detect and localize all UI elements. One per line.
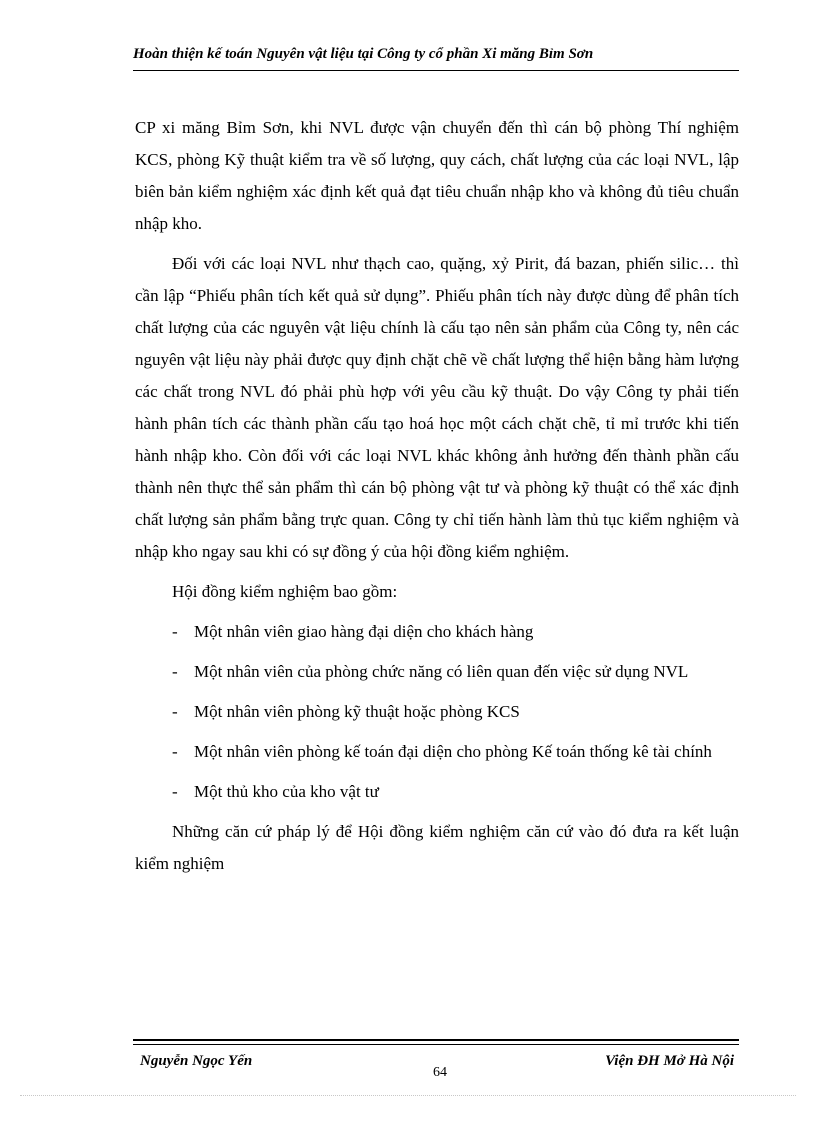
footer-divider-thin xyxy=(133,1044,739,1045)
list-item-text: Một nhân viên phòng kỹ thuật hoặc phòng KCS xyxy=(194,702,520,721)
list-bullet: - xyxy=(172,782,178,801)
list-bullet: - xyxy=(172,622,178,641)
paragraph-continuation: CP xi măng Bỉm Sơn, khi NVL được vận chuyển đến thì cán bộ phòng Thí nghiệm KCS, phòng Kỹ thuật kiểm tra về số lượng, quy cách, chất lượng của các loại NVL, lập biên bản kiểm nghiệm xác định kết quả đạt tiêu chuẩn nhập kho và không đủ tiêu chuẩn nhập kho. xyxy=(135,118,739,233)
paragraph-council-intro: Hội đồng kiểm nghiệm bao gồm: xyxy=(172,582,398,601)
page-number: 64 xyxy=(433,1065,447,1080)
list-item-text: Một nhân viên giao hàng đại diện cho khách hàng xyxy=(194,622,534,641)
list-item xyxy=(135,776,739,808)
list-bullet: - xyxy=(172,702,178,721)
header-divider xyxy=(133,70,739,71)
list-item-text: Một nhân viên phòng kế toán đại diện cho phòng Kế toán thống kê tài chính xyxy=(194,742,712,761)
footer-institution: Viện ĐH Mở Hà Nội xyxy=(605,1053,734,1069)
footer-divider-thick xyxy=(133,1039,739,1041)
document-body xyxy=(135,112,739,888)
list-bullet: - xyxy=(172,742,178,761)
list-item xyxy=(135,616,739,648)
paragraph-material-analysis: Đối với các loại NVL như thạch cao, quặng, xỷ Pirit, đá bazan, phiến silic… thì cần lập “Phiếu phân tích kết quả sử dụng”. Phiếu phân tích này được dùng để phân tích chất lượng của các nguyên vật liệu chính là cấu tạo nên sản phẩm của Công ty, nên các nguyên vật liệu này phải được quy định chặt chẽ về chất lượng thể hiện bằng hàm lượng các chất trong NVL đó phải phù hợp với yêu cầu kỹ thuật. Do vậy Công ty phải tiến hành phân tích các thành phần cấu tạo hoá học một cách chặt chẽ, tỉ mỉ trước khi tiến hành nhập kho. Còn đối với các loại NVL khác không ảnh hưởng đến thành phần cấu thành nên thực thể sản phẩm thì cán bộ phòng vật tư và phòng kỹ thuật có thể xác định chất lượng sản phẩm bằng trực quan. Công ty chỉ tiến hành làm thủ tục kiểm nghiệm và nhập kho ngay sau khi có sự đồng ý của hội đồng kiểm nghiệm. xyxy=(135,254,739,561)
list-bullet: - xyxy=(172,662,178,681)
running-header-title: Hoàn thiện kế toán Nguyên vật liệu tại Công ty cổ phần Xi măng Bỉm Sơn xyxy=(133,46,594,62)
list-item-text: Một nhân viên của phòng chức năng có liên quan đến việc sử dụng NVL xyxy=(194,662,689,681)
list-item xyxy=(135,736,739,768)
list-item xyxy=(135,656,739,688)
footer-author: Nguyễn Ngọc Yến xyxy=(140,1053,253,1069)
paragraph-legal-basis: Những căn cứ pháp lý để Hội đồng kiểm nghiệm căn cứ vào đó đưa ra kết luận kiểm nghiệm xyxy=(135,822,739,873)
list-item-text: Một thủ kho của kho vật tư xyxy=(194,782,379,801)
list-item xyxy=(135,696,739,728)
page-boundary xyxy=(20,1095,796,1096)
